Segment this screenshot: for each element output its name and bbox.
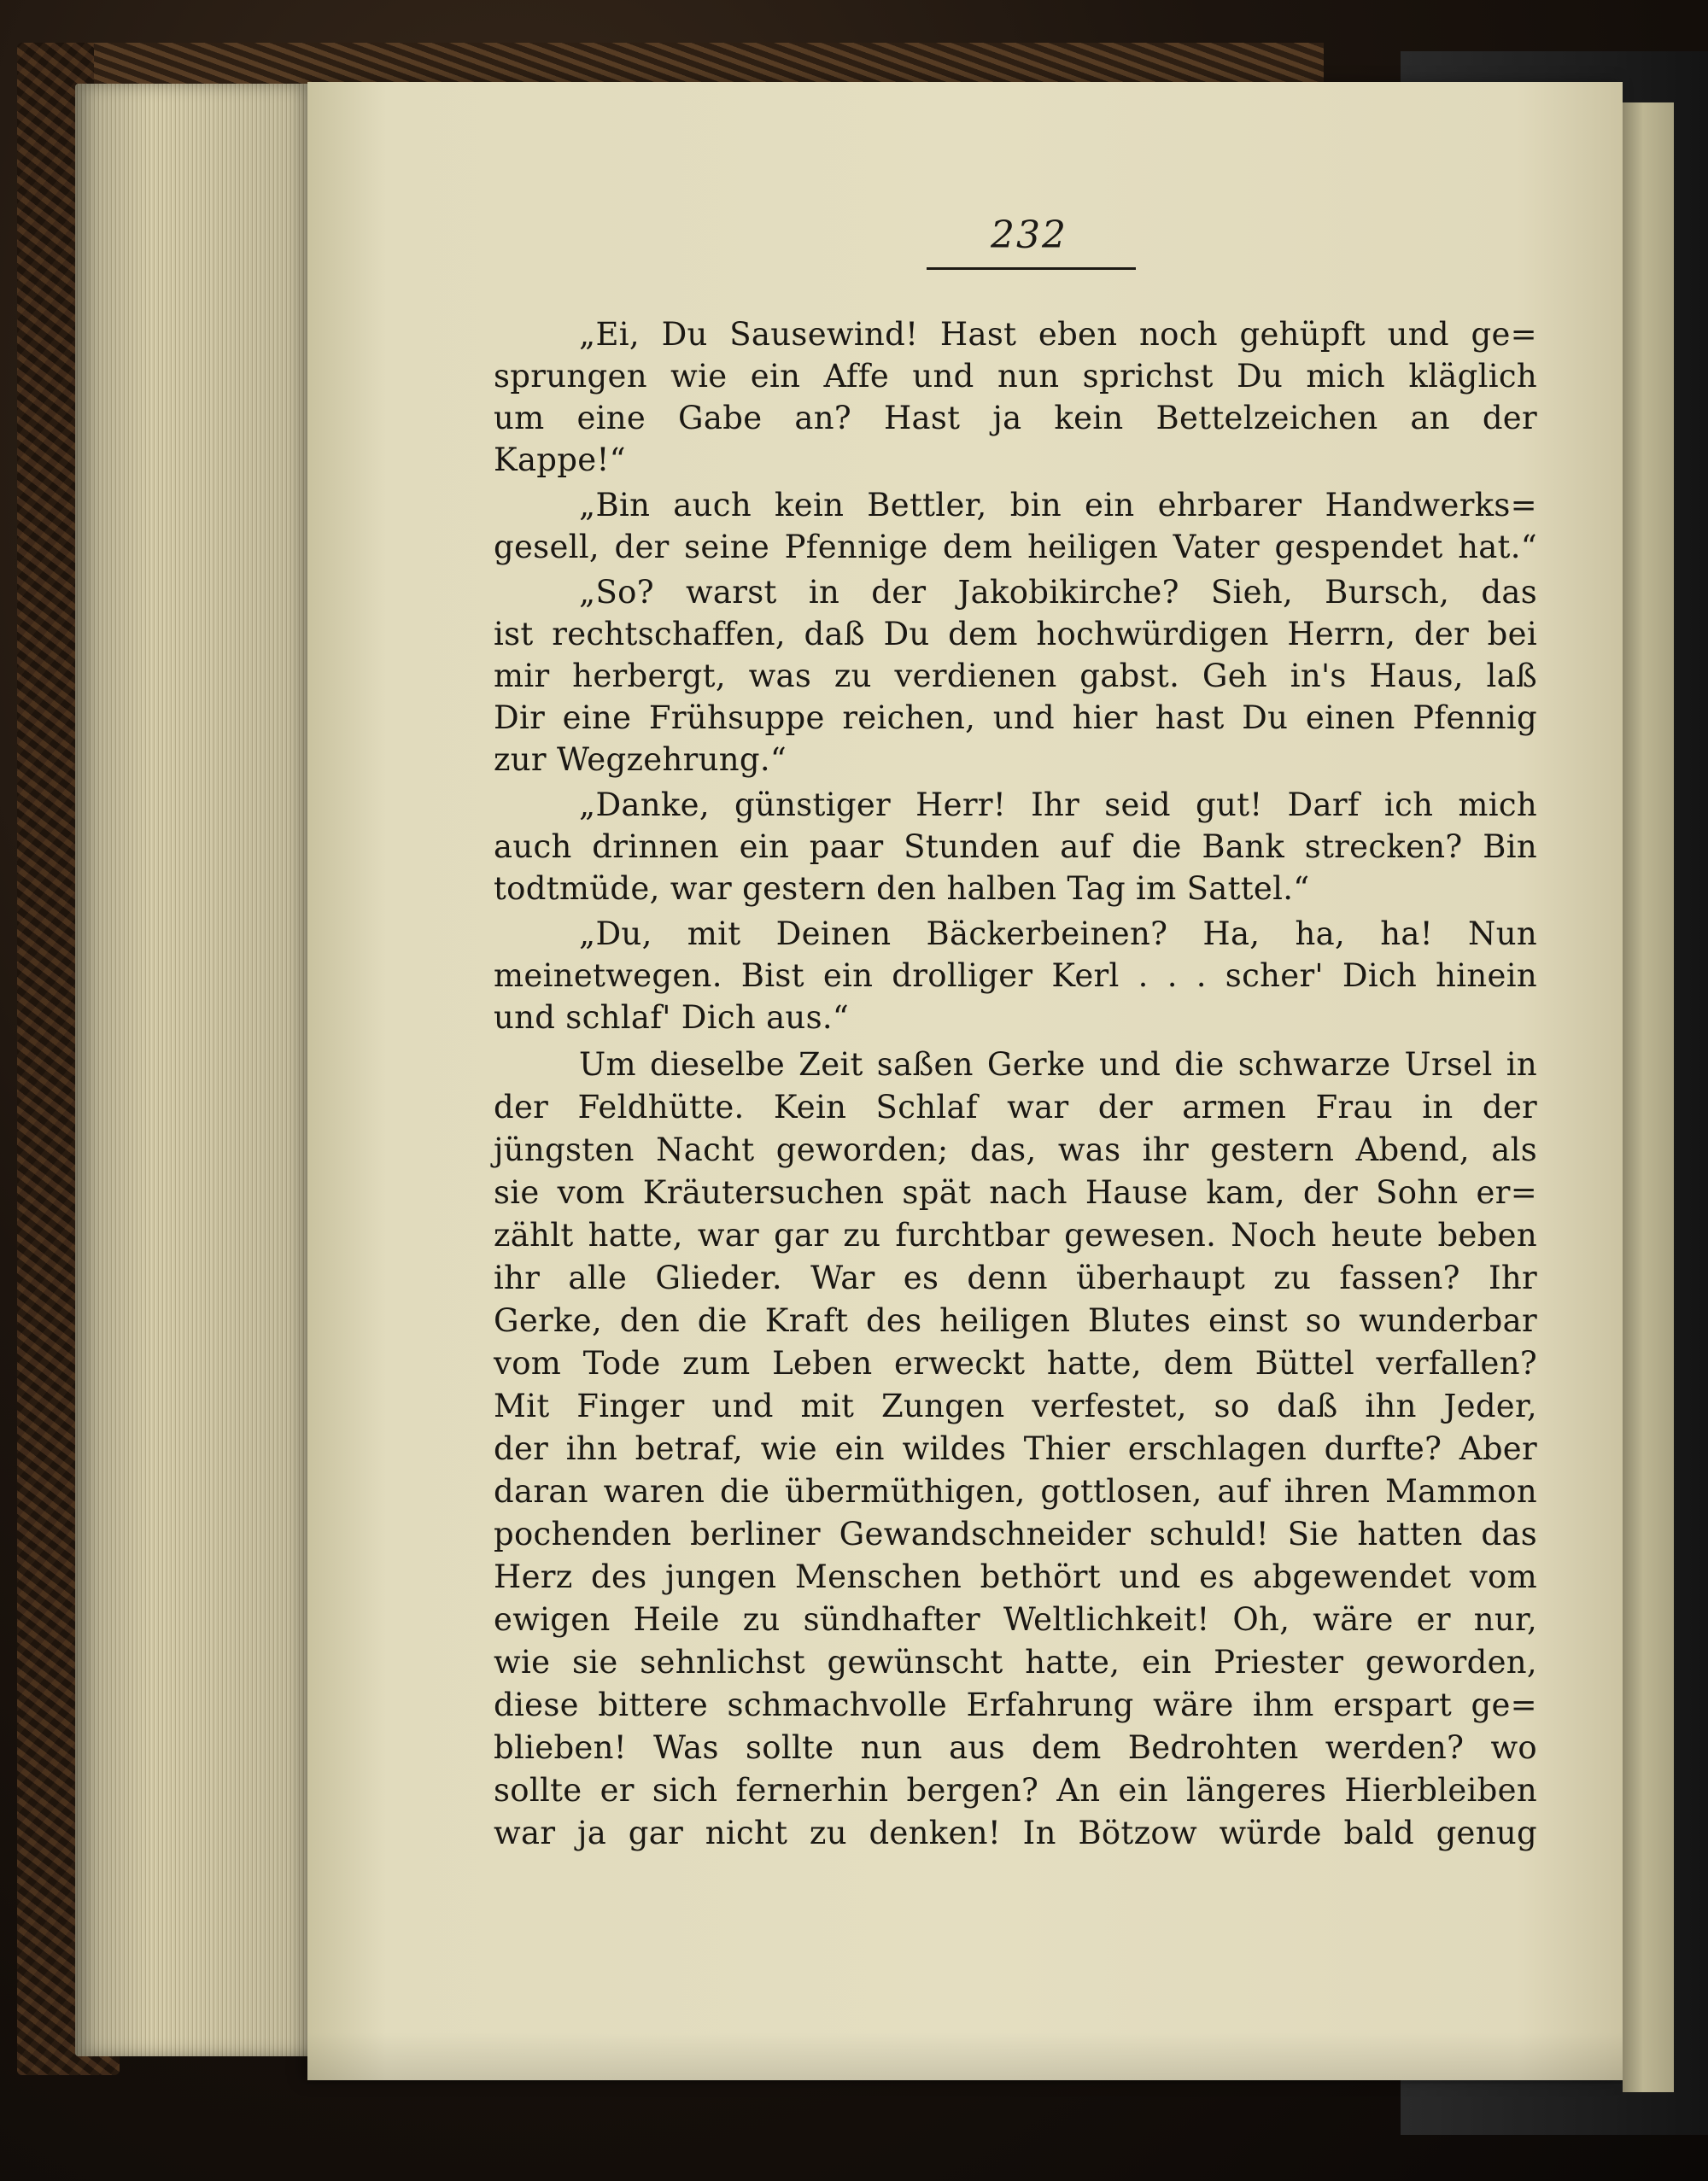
text-line: „Bin auch kein Bettler, bin ein ehrbarer Handwerks=	[579, 487, 1537, 523]
text-line: der ihn betraf, wie ein wildes Thier erschlagen durfte? Aber	[494, 1430, 1537, 1467]
text-line: Kappe!“	[494, 441, 626, 478]
text-line: ist rechtschaffen, daß Du dem hochwürdigen Herrn, der bei	[494, 616, 1537, 652]
text-line: „Danke, günstiger Herr! Ihr seid gut! Darf ich mich	[579, 786, 1537, 823]
page-edges	[75, 84, 331, 2056]
page-shadow	[307, 2032, 1623, 2084]
page-number: 232	[991, 213, 1068, 257]
text-line: „So? warst in der Jakobikirche? Sieh, Bursch, das	[579, 574, 1537, 611]
text-line: war ja gar nicht zu denken! In Bötzow würde bald genug	[494, 1815, 1537, 1851]
text-line: daran waren die übermüthigen, gottlosen, auf ihren Mammon	[494, 1473, 1537, 1510]
text-line: todtmüde, war gestern den halben Tag im Sattel.“	[494, 870, 1310, 907]
text-line: Dir eine Frühsuppe reichen, und hier hast Du einen Pfennig	[494, 699, 1537, 736]
text-line: Herz des jungen Menschen bethört und es abgewendet vom	[494, 1558, 1537, 1595]
text-line: „Ei, Du Sausewind! Hast eben noch gehüpft und ge=	[579, 316, 1537, 353]
text-line: mir herbergt, was zu verdienen gabst. Geh in's Haus, laß	[494, 658, 1537, 694]
text-line: wie sie sehnlichst gewünscht hatte, ein Priester geworden,	[494, 1644, 1537, 1681]
header-rule	[927, 267, 1136, 270]
text-line: vom Tode zum Leben erweckt hatte, dem Büttel verfallen?	[494, 1345, 1537, 1382]
text-line: blieben! Was sollte nun aus dem Bedrohten werden? wo	[494, 1729, 1537, 1766]
text-line: sie vom Kräutersuchen spät nach Hause kam, der Sohn er=	[494, 1174, 1537, 1211]
text-line: Mit Finger und mit Zungen verfestet, so daß ihn Jeder,	[494, 1388, 1537, 1424]
text-line: und schlaf' Dich aus.“	[494, 999, 850, 1036]
text-line: ihr alle Glieder. War es denn überhaupt zu fassen? Ihr	[494, 1260, 1537, 1296]
text-line: der Feldhütte. Kein Schlaf war der armen Frau in der	[494, 1089, 1537, 1126]
text-line: diese bittere schmachvolle Erfahrung wäre ihm erspart ge=	[494, 1687, 1537, 1723]
text-line: sollte er sich fernerhin bergen? An ein längeres Hierbleiben	[494, 1772, 1537, 1809]
text-line: um eine Gabe an? Hast ja kein Bettelzeichen an der	[494, 400, 1537, 436]
text-line: zur Wegzehrung.“	[494, 741, 787, 778]
text-line: ewigen Heile zu sündhafter Weltlichkeit! Oh, wäre er nur,	[494, 1601, 1537, 1638]
text-line: zählt hatte, war gar zu furchtbar gewesen. Noch heute beben	[494, 1217, 1537, 1254]
text-line: meinetwegen. Bist ein drolliger Kerl . . . scher' Dich hinein	[494, 957, 1537, 994]
text-line: gesell, der seine Pfennige dem heiligen Vater gespendet hat.“	[494, 529, 1537, 565]
text-line: jüngsten Nacht geworden; das, was ihr gestern Abend, als	[494, 1131, 1537, 1168]
text-line: Um dieselbe Zeit saßen Gerke und die schwarze Ursel in	[579, 1046, 1537, 1083]
facing-page-edge	[1623, 102, 1674, 2092]
text-line: „Du, mit Deinen Bäckerbeinen? Ha, ha, ha! Nun	[579, 915, 1537, 952]
text-line: auch drinnen ein paar Stunden auf die Bank strecken? Bin	[494, 828, 1537, 865]
text-line: Gerke, den die Kraft des heiligen Blutes einst so wunderbar	[494, 1302, 1537, 1339]
text-line: sprungen wie ein Affe und nun sprichst Du mich kläglich	[494, 358, 1537, 395]
text-line: pochenden berliner Gewandschneider schuld! Sie hatten das	[494, 1516, 1537, 1552]
